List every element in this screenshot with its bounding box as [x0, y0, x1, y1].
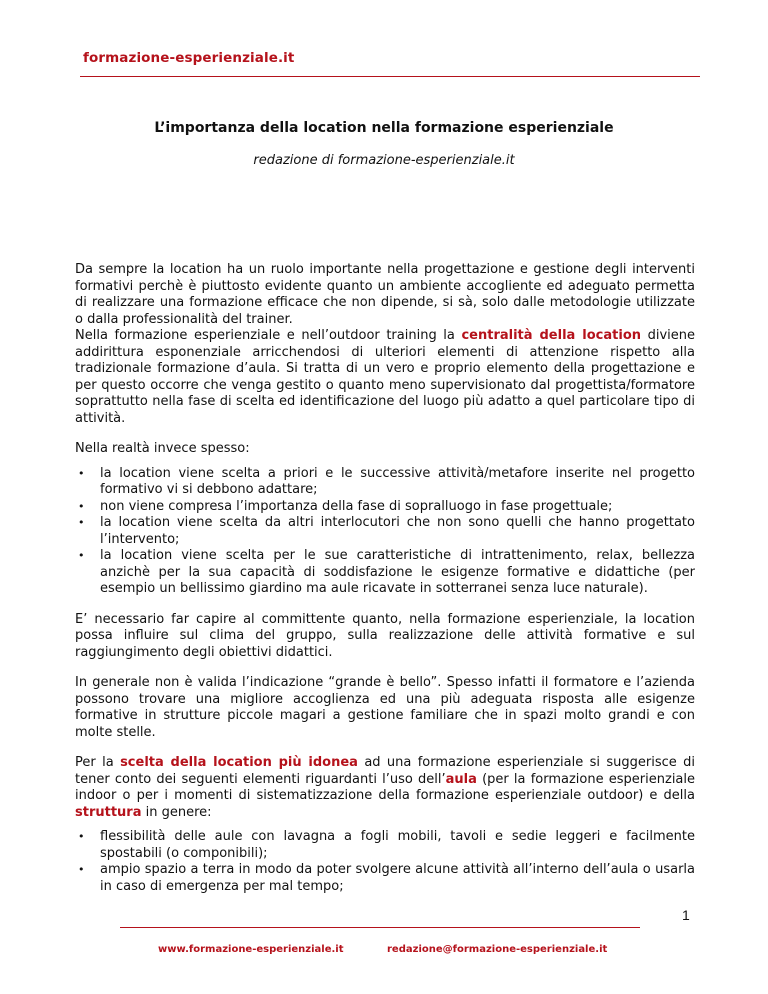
- paragraph-big-is-beautiful: In generale non è valida l’indicazione “grande è bello”. Spesso infatti il formatore e l’azienda possono trovare una migliore accoglienza ed una più adeguata risposta alle esigenze formative in strutture piccole magari a gestione familiare che in spazi molto grandi e con molte stelle.: [75, 675, 695, 740]
- paragraph-intro: Da sempre la location ha un ruolo importante nella progettazione e gestione degli interventi formativi perchè è piuttosto evidente quanto un ambiente accogliente ed adeguato permetta di realizzare una formazione efficace che non dipende, si sà, solo dalle metodologie utilizzate o dalla professionalità del trainer.: [75, 262, 695, 327]
- highlight-choice: scelta della location più idonea: [120, 755, 358, 770]
- list-item: • la location viene scelta a priori e le successive attività/metafore inserite nel progetto formativo vi si debbono adattare;: [75, 466, 695, 499]
- list-item: • ampio spazio a terra in modo da poter svolgere alcune attività all’interno dell’aula o usarla in caso di emergenza per mal tempo;: [75, 862, 695, 895]
- paragraph-text: (per la formazione esperienziale indoor o per i momenti di sistematizzazione della formazione esperienziale outdoor) e della: [75, 771, 696, 803]
- paragraph-centrality: [75, 328, 695, 427]
- paragraph-reality: Nella realtà invece spesso:: [75, 441, 250, 456]
- criteria-list: [75, 829, 695, 895]
- paragraph-choice: [75, 755, 695, 821]
- highlight-centrality: centralità della location: [461, 328, 642, 343]
- page-number: 1: [682, 907, 690, 923]
- reality-list: [75, 466, 695, 598]
- document-title: L’importanza della location nella formazione esperienziale: [154, 120, 614, 136]
- document-body: [75, 262, 695, 895]
- list-item: • la location viene scelta da altri interlocutori che non sono quelli che hanno progettato l’intervento;: [75, 515, 695, 548]
- list-item: • non viene compresa l’importanza della fase di sopralluogo in fase progettuale;: [75, 499, 695, 516]
- list-item: • flessibilità delle aule con lavagna a fogli mobili, tavoli e sedie leggeri e facilmente spostabili (o componibili);: [75, 829, 695, 862]
- header-divider: [80, 76, 700, 77]
- paragraph-client: E’ necessario far capire al committente quanto, nella formazione esperienziale, la location possa influire sul clima del gruppo, sulla realizzazione delle attività formative e sul raggiungimento degli obiettivi didattici.: [75, 611, 695, 660]
- footer-website-link[interactable]: www.formazione-esperienziale.it: [158, 944, 344, 955]
- footer-divider: [120, 927, 640, 928]
- highlight-struttura: struttura: [75, 804, 142, 820]
- paragraph-text: Nella formazione esperienziale e nell’outdoor training la: [75, 328, 462, 343]
- paragraph-text: Per la: [75, 755, 121, 770]
- footer-email-link[interactable]: redazione@formazione-esperienziale.it: [387, 944, 608, 955]
- paragraph-text: diviene addirittura esponenziale arricchendosi di ulteriori elementi di attenzione rispetto alla tradizionale formazione d’aula. Si tratta di un vero e proprio elemento della progettazione e per questo occorre che venga gestito o quanto meno supervisionato dal progettista/formatore soprattutto nella fase di scelta ed identificazione del luogo più adatto a quel particolare tipo di attività.: [75, 328, 696, 426]
- list-item: • la location viene scelta per le sue caratteristiche di intrattenimento, relax, bellezza anzichè per la sua capacità di soddisfazione le esigenze formative e didattiche (per esempio un bellissimo giardino ma aule ricavate in sotterranei senza luce naturale).: [75, 548, 695, 598]
- paragraph-text: in genere:: [141, 804, 212, 820]
- highlight-aula: aula: [445, 771, 477, 787]
- header-brand: formazione-esperienziale.it: [83, 50, 295, 66]
- paragraph-text: ad una formazione esperienziale si suggerisce di tener conto dei seguenti elementi riguardanti l’uso dell’: [75, 755, 696, 787]
- document-subtitle: redazione di formazione-esperienziale.it: [253, 153, 515, 168]
